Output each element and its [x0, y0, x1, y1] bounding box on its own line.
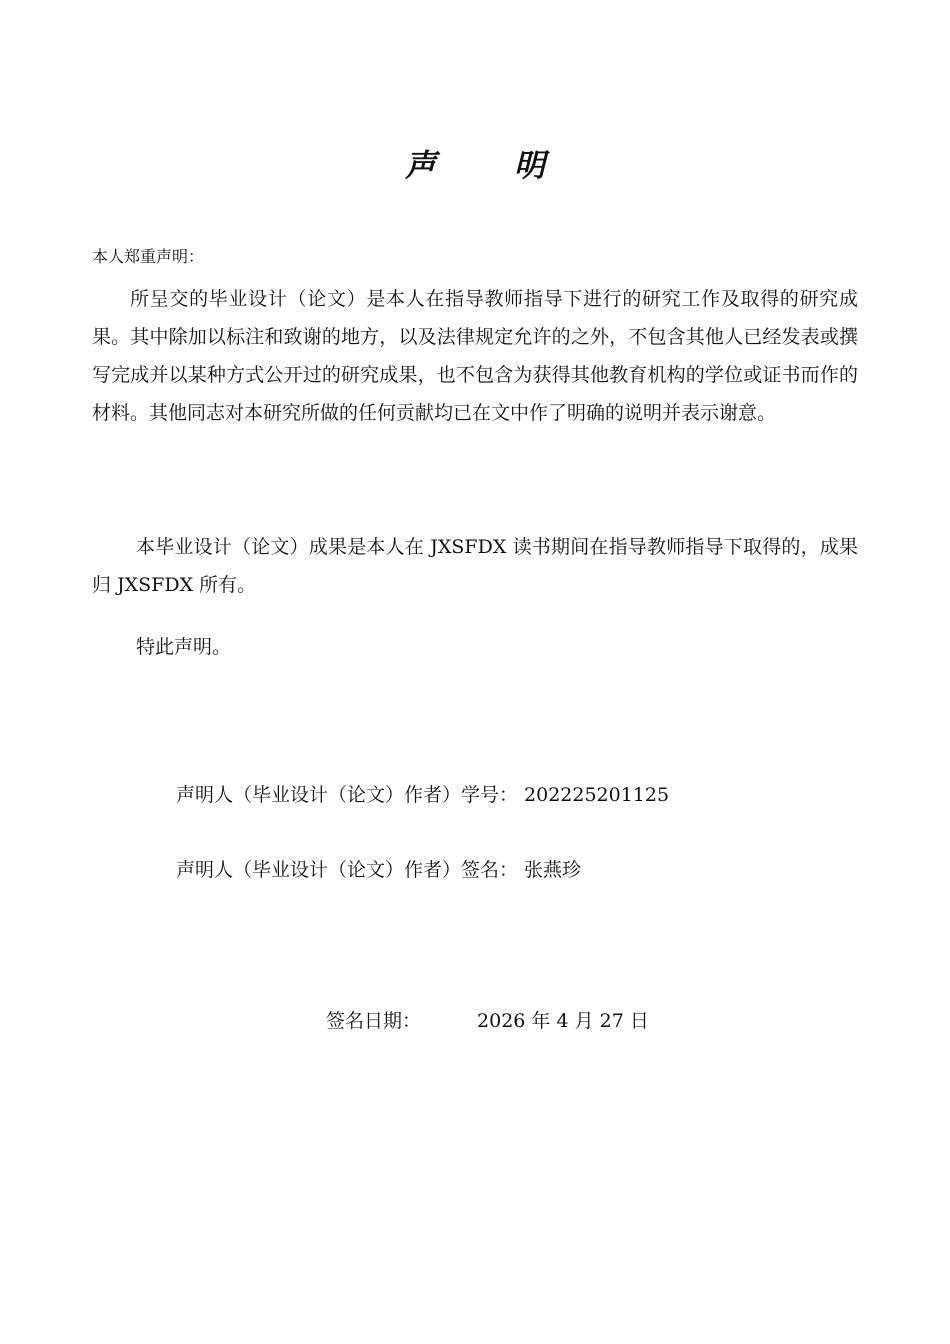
signer-student-id-line: [176, 776, 669, 814]
declaration-paragraph-1: 所呈交的毕业设计（论文）是本人在指导教师指导下进行的研究工作及取得的研究成果。其中除加以标注和致谢的地方，以及法律规定允许的之外，不包含其他人已经发表或撰写完成并以某种方式公开过的研究成果，也不包含为获得其他教育机构的学位或证书而作的材料。其他同志对本研究所做的任何贡献均已在文中作了明确的说明并表示谢意。: [92, 288, 858, 424]
declaration-intro: 本人郑重声明：: [92, 247, 205, 266]
signature-date-line: [326, 1002, 649, 1040]
closing-statement: 特此声明。: [136, 636, 232, 658]
signature-label: 声明人（毕业设计（论文）作者）签名：: [176, 859, 519, 881]
student-id-value: 202225201125: [524, 784, 670, 806]
page-title: 声明: [405, 148, 623, 184]
signature-value: 张燕珍: [524, 859, 582, 881]
signature-date-value: 2026 年 4 月 27 日: [477, 1010, 649, 1032]
signature-date-label: 签名日期：: [326, 1010, 422, 1032]
student-id-label: 声明人（毕业设计（论文）作者）学号：: [176, 784, 519, 806]
signer-name-line: [176, 851, 581, 889]
declaration-paragraph-2: 本毕业设计（论文）成果是本人在 JXSFDX 读书期间在指导教师指导下取得的，成果归 JXSFDX 所有。: [92, 536, 858, 596]
